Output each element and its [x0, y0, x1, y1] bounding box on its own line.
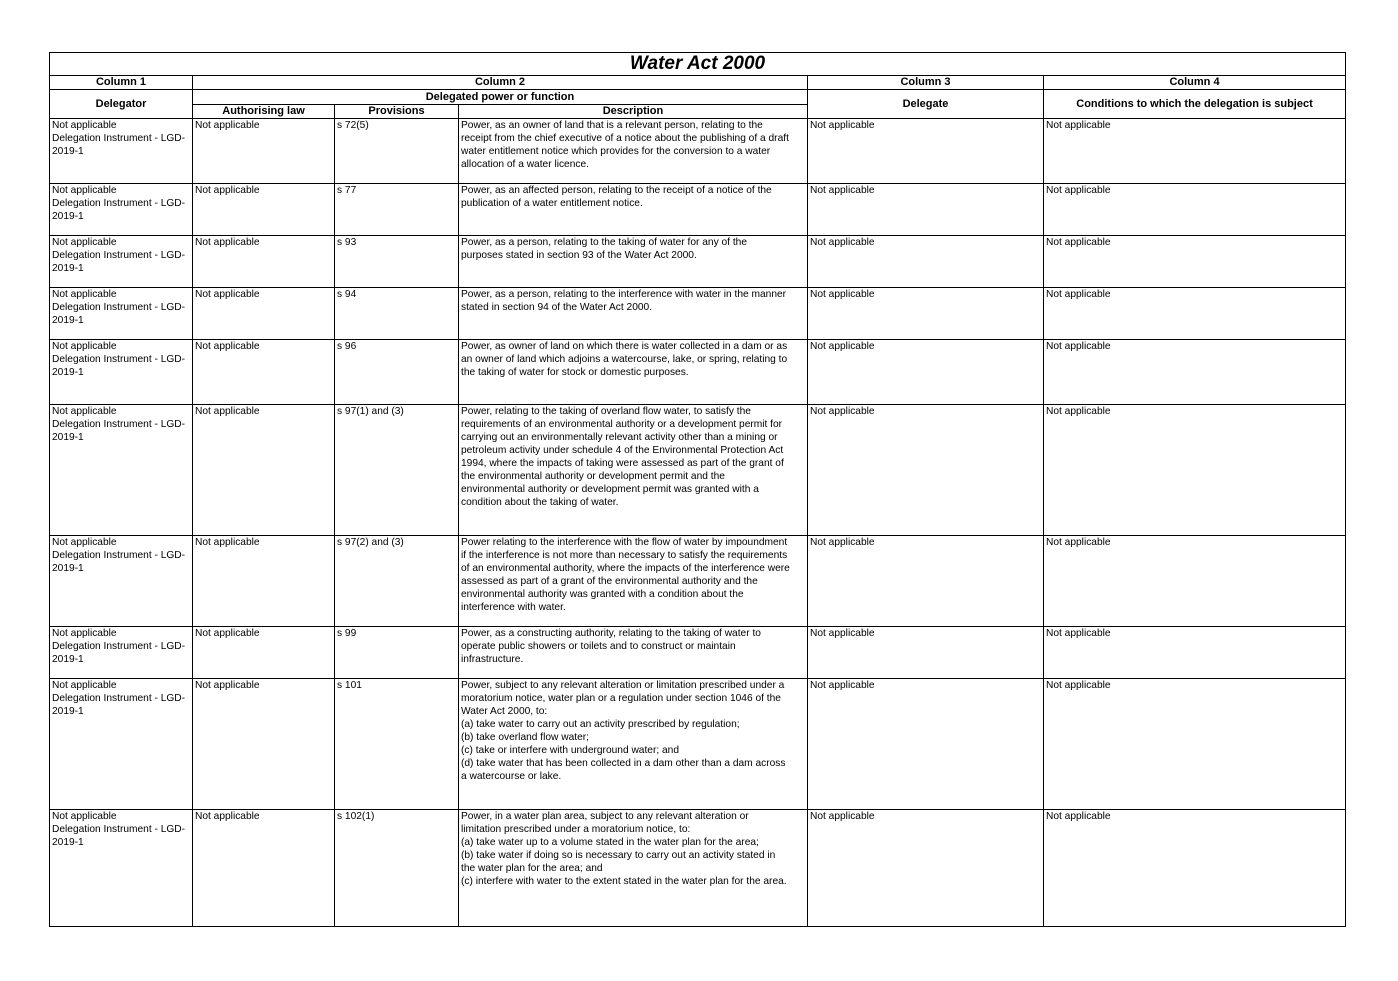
authorising-law-cell: Not applicable — [193, 119, 335, 184]
conditions-cell: Not applicable — [1044, 536, 1346, 627]
delegator-cell: Not applicable Delegation Instrument - LGD- 2019-1 — [50, 119, 193, 184]
table-row — [50, 536, 1346, 627]
delegator-cell: Not applicable Delegation Instrument - LGD- 2019-1 — [50, 340, 193, 405]
authorising-law-cell: Not applicable — [193, 184, 335, 236]
conditions-cell: Not applicable — [1044, 236, 1346, 288]
provision-cell: s 97(2) and (3) — [335, 536, 459, 627]
provision-cell: s 93 — [335, 236, 459, 288]
column-4-header: Column 4 — [1044, 76, 1346, 90]
provision-cell: s 101 — [335, 679, 459, 810]
description-cell: Power, relating to the taking of overland flow water, to satisfy the requirements of an environmental authority or a development permit for carrying out an environmentally relevant activity other than a mining or petroleum activity under schedule 4 of the Environmental Protection Act 1994, where the impacts of taking were assessed as part of the grant of the environmental authority or development permit and the environmental authority or development permit was granted with a condition about the taking of water. — [459, 405, 808, 536]
conditions-cell: Not applicable — [1044, 119, 1346, 184]
conditions-cell: Not applicable — [1044, 340, 1346, 405]
delegate-cell: Not applicable — [808, 340, 1044, 405]
description-cell: Power, as an affected person, relating to the receipt of a notice of the publication of a water entitlement notice. — [459, 184, 808, 236]
description-cell: Power, as a person, relating to the interference with water in the manner stated in section 94 of the Water Act 2000. — [459, 288, 808, 340]
conditions-cell: Not applicable — [1044, 679, 1346, 810]
column-number-row — [50, 76, 1346, 90]
authorising-law-header: Authorising law — [193, 105, 335, 119]
authorising-law-cell: Not applicable — [193, 288, 335, 340]
delegator-cell: Not applicable Delegation Instrument - LGD- 2019-1 — [50, 810, 193, 927]
table-row — [50, 119, 1346, 184]
delegate-cell: Not applicable — [808, 405, 1044, 536]
description-cell: Power, in a water plan area, subject to any relevant alteration or limitation prescribed under a moratorium notice, to: (a) take water up to a volume stated in the water plan for the area; (b) take water if doing so is necessary to carry out an activity stated in the water plan for the area; and (c) interfere with water to the extent stated in the water plan for the area. — [459, 810, 808, 927]
authorising-law-cell: Not applicable — [193, 405, 335, 536]
column-3-header: Column 3 — [808, 76, 1044, 90]
delegator-header: Delegator — [50, 90, 193, 119]
delegator-cell: Not applicable Delegation Instrument - LGD- 2019-1 — [50, 679, 193, 810]
authorising-law-cell: Not applicable — [193, 536, 335, 627]
description-cell: Power, as a person, relating to the taking of water for any of the purposes stated in section 93 of the Water Act 2000. — [459, 236, 808, 288]
delegated-power-header: Delegated power or function — [193, 90, 808, 105]
provision-cell: s 97(1) and (3) — [335, 405, 459, 536]
provisions-header: Provisions — [335, 105, 459, 119]
delegator-cell: Not applicable Delegation Instrument - LGD- 2019-1 — [50, 536, 193, 627]
delegator-cell: Not applicable Delegation Instrument - LGD- 2019-1 — [50, 184, 193, 236]
authorising-law-cell: Not applicable — [193, 810, 335, 927]
delegate-cell: Not applicable — [808, 536, 1044, 627]
delegator-cell: Not applicable Delegation Instrument - LGD- 2019-1 — [50, 627, 193, 679]
provision-cell: s 102(1) — [335, 810, 459, 927]
table-body — [50, 53, 1346, 927]
conditions-cell: Not applicable — [1044, 810, 1346, 927]
conditions-cell: Not applicable — [1044, 627, 1346, 679]
conditions-cell: Not applicable — [1044, 184, 1346, 236]
description-cell: Power, subject to any relevant alteration or limitation prescribed under a moratorium notice, water plan or a regulation under section 1046 of the Water Act 2000, to: (a) take water to carry out an activity prescribed by regulation; (b) take overland flow water; (c) take or interfere with underground water; and (d) take water that has been collected in a dam other than a dam across a watercourse or lake. — [459, 679, 808, 810]
authorising-law-cell: Not applicable — [193, 627, 335, 679]
table-title: Water Act 2000 — [50, 53, 1346, 76]
table-row — [50, 405, 1346, 536]
description-cell: Power, as owner of land on which there is water collected in a dam or as an owner of land which adjoins a watercourse, lake, or spring, relating to the taking of water for stock or domestic purposes. — [459, 340, 808, 405]
delegate-cell: Not applicable — [808, 236, 1044, 288]
table-row — [50, 679, 1346, 810]
provision-cell: s 72(5) — [335, 119, 459, 184]
delegation-table — [49, 52, 1346, 927]
table-row — [50, 810, 1346, 927]
description-cell: Power relating to the interference with the flow of water by impoundment if the interference is not more than necessary to satisfy the requirements of an environmental authority, where the impacts of the interference were assessed as part of a grant of the environmental authority and the environmental authority was granted with a condition about the interference with water. — [459, 536, 808, 627]
delegate-cell: Not applicable — [808, 810, 1044, 927]
table-row — [50, 236, 1346, 288]
delegate-cell: Not applicable — [808, 119, 1044, 184]
delegate-header: Delegate — [808, 90, 1044, 119]
authorising-law-cell: Not applicable — [193, 340, 335, 405]
authorising-law-cell: Not applicable — [193, 236, 335, 288]
title-row — [50, 53, 1346, 76]
authorising-law-cell: Not applicable — [193, 679, 335, 810]
provision-cell: s 77 — [335, 184, 459, 236]
column-2-header: Column 2 — [193, 76, 808, 90]
table-row — [50, 340, 1346, 405]
description-cell: Power, as an owner of land that is a relevant person, relating to the receipt from the chief executive of a notice about the publishing of a draft water entitlement notice which provides for the conversion to a water allocation of a water licence. — [459, 119, 808, 184]
delegate-cell: Not applicable — [808, 679, 1044, 810]
provision-cell: s 96 — [335, 340, 459, 405]
delegator-cell: Not applicable Delegation Instrument - LGD- 2019-1 — [50, 288, 193, 340]
delegate-cell: Not applicable — [808, 288, 1044, 340]
column-label-row — [50, 90, 1346, 105]
column-1-header: Column 1 — [50, 76, 193, 90]
conditions-cell: Not applicable — [1044, 288, 1346, 340]
delegate-cell: Not applicable — [808, 627, 1044, 679]
conditions-header: Conditions to which the delegation is subject — [1044, 90, 1346, 119]
table-row — [50, 288, 1346, 340]
delegate-cell: Not applicable — [808, 184, 1044, 236]
description-cell: Power, as a constructing authority, relating to the taking of water to operate public showers or toilets and to construct or maintain infrastructure. — [459, 627, 808, 679]
table-row — [50, 627, 1346, 679]
conditions-cell: Not applicable — [1044, 405, 1346, 536]
provision-cell: s 94 — [335, 288, 459, 340]
table-row — [50, 184, 1346, 236]
description-header: Description — [459, 105, 808, 119]
delegator-cell: Not applicable Delegation Instrument - LGD- 2019-1 — [50, 236, 193, 288]
delegator-cell: Not applicable Delegation Instrument - LGD- 2019-1 — [50, 405, 193, 536]
provision-cell: s 99 — [335, 627, 459, 679]
